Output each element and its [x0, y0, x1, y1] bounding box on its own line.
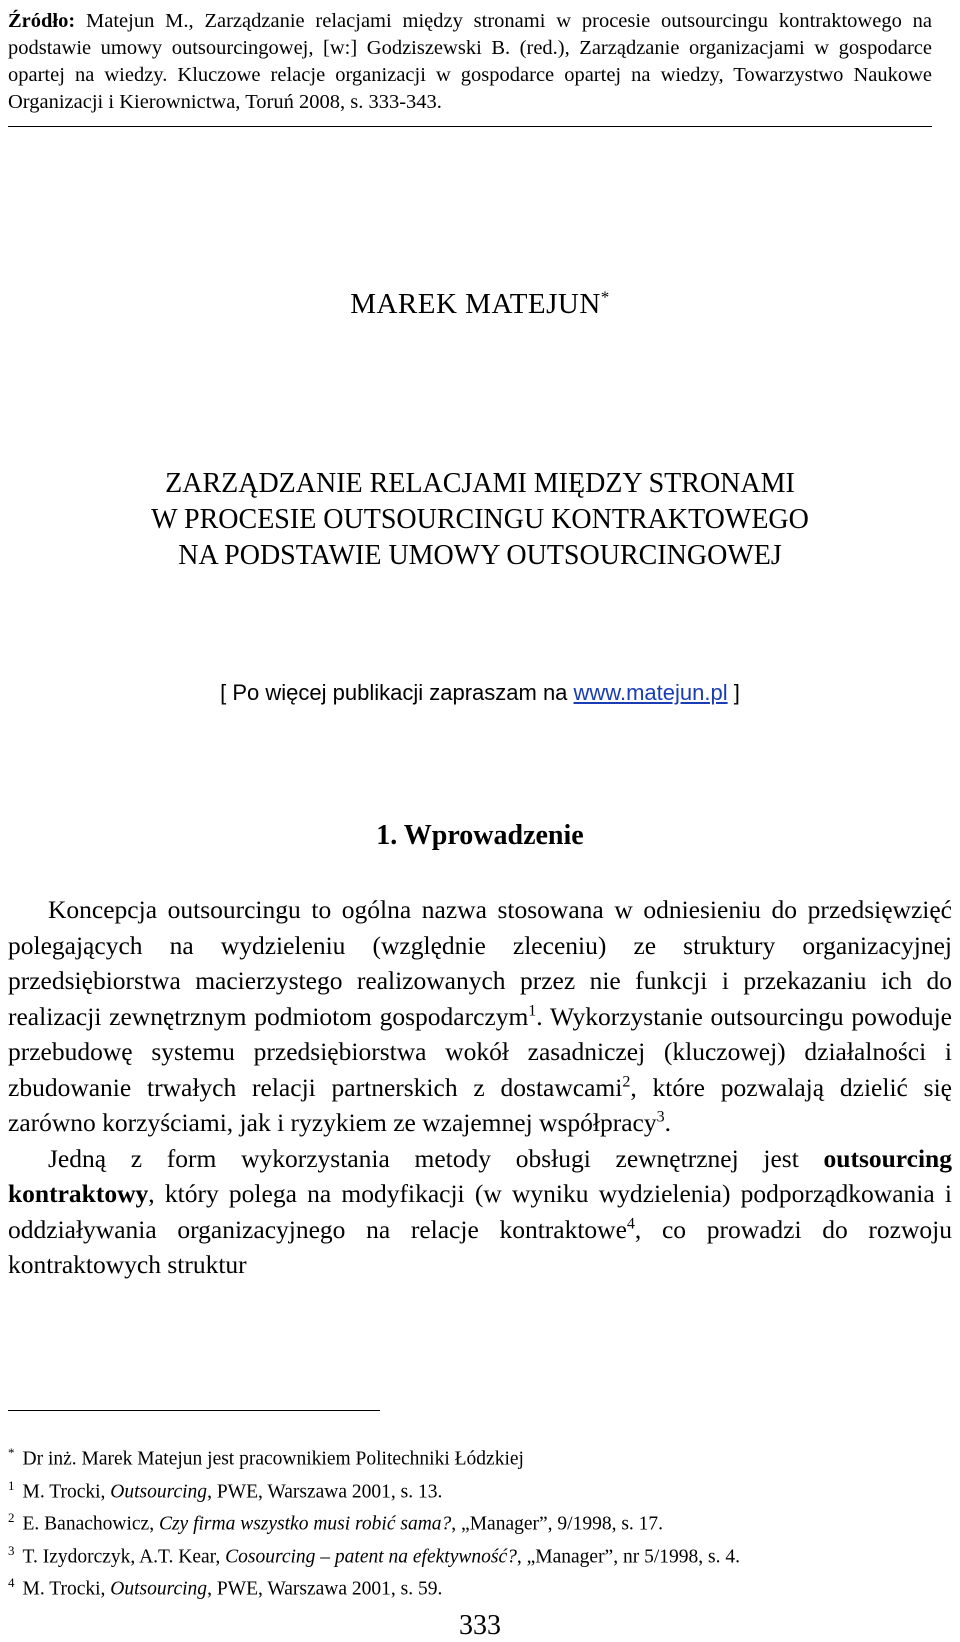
invitation-text-after: ]	[727, 680, 740, 705]
footnote-mark: 2	[8, 1510, 15, 1525]
paragraph-1	[8, 892, 952, 1141]
footnotes	[8, 1440, 952, 1603]
paragraph-2	[8, 1141, 952, 1283]
footnote-item	[8, 1538, 952, 1571]
source-text: Matejun M., Zarządzanie relacjami między stronami w procesie outsourcingu kontraktowego na podstawie umowy outsourcingowej, [w:] Godziszewski B. (red.), Zarządzanie organizacjami w gospodarce opartej na wiedzy. Kluczowe relacje organizacji w gospodarce opartej na wiedzy, Towarzystwo Naukowe Organizacji i Kierownictwa, Toruń 2008, s. 333-343.	[8, 10, 932, 113]
article-title	[0, 466, 960, 574]
p2-text-b: , który polega na modyfikacji (w wyniku wydzielenia) podporządkowania i oddziaływania organizacyjnego na relacje kontraktowe	[8, 1179, 952, 1244]
footnote-text-post: , „Manager”, nr 5/1998, s. 4.	[516, 1546, 740, 1567]
author-footnote-mark: *	[600, 287, 610, 307]
footnote-ref-2: 2	[622, 1073, 631, 1090]
footnote-text-post: , „Manager”, 9/1998, s. 17.	[451, 1513, 664, 1535]
footnote-item	[8, 1505, 952, 1538]
footnote-item	[8, 1473, 952, 1506]
p1-text-a: Koncepcja outsourcingu to ogólna nazwa stosowana w odniesieniu do przedsięwzięć polegających na wydzieleniu (względnie zleceniu) ze struktury organizacyjnej przedsiębiorstwa macierzystego realizowanych przez nie funkcji i przekazaniu ich do realizacji zewnętrznym podmiotom gospodarczym	[8, 895, 952, 1031]
footnote-mark: *	[8, 1445, 15, 1460]
body-text	[8, 892, 952, 1283]
title-line-3: NA PODSTAWIE UMOWY OUTSOURCINGOWEJ	[178, 540, 782, 571]
p1-text-c: , które pozwalają dzielić się zarówno korzyściami, jak i ryzykiem ze wzajemnej współpracy	[8, 1072, 952, 1137]
p2-text-c: , co prowadzi do rozwoju kontraktowych struktur	[8, 1214, 952, 1279]
footnote-separator	[8, 1410, 380, 1411]
p1-text-b: . Wykorzystanie outsourcingu powoduje przebudowę systemu przedsiębiorstwa wokół zasadniczej (kluczowej) działalności i zbudowanie trwałych relacji partnerskich z dostawcami	[8, 1001, 952, 1102]
footnote-item	[8, 1440, 952, 1473]
footnote-text: E. Banachowicz,	[22, 1513, 159, 1535]
footnote-mark: 3	[8, 1542, 15, 1558]
footnote-ref-1: 1	[528, 1002, 537, 1019]
footnote-text: Dr inż. Marek Matejun jest pracownikiem Politechniki Łódzkiej	[22, 1448, 524, 1470]
footnote-ref-3: 3	[656, 1108, 665, 1126]
p2-text-a: Jedną z form wykorzystania metody obsługi zewnętrznej jest	[48, 1143, 824, 1173]
footnote-mark: 4	[8, 1575, 15, 1590]
website-link[interactable]: www.matejun.pl	[573, 680, 728, 705]
footnote-ref-4: 4	[626, 1215, 635, 1232]
invitation-line	[0, 680, 960, 706]
author-name-block	[0, 288, 960, 321]
footnote-text-post: , PWE, Warszawa 2001, s. 13.	[207, 1481, 443, 1502]
source-label: Źródło:	[8, 10, 76, 32]
p2-bold-term: outsourcing kontraktowy	[8, 1143, 952, 1208]
invitation-text-before: [ Po więcej publikacji zapraszam na	[220, 680, 574, 705]
footnote-text: M. Trocki,	[22, 1578, 111, 1600]
title-line-1: ZARZĄDZANIE RELACJAMI MIĘDZY STRONAMI	[165, 468, 795, 499]
footnote-italic-title: Cosourcing – patent na efektywność?	[225, 1546, 517, 1567]
source-citation	[8, 8, 932, 127]
author-name: MAREK MATEJUN	[350, 288, 601, 320]
footnote-italic-title: Outsourcing	[110, 1578, 208, 1600]
footnote-italic-title: Czy firma wszystko musi robić sama?	[158, 1513, 452, 1535]
footnote-text-post: , PWE, Warszawa 2001, s. 59.	[207, 1578, 443, 1600]
title-line-2: W PROCESIE OUTSOURCINGU KONTRAKTOWEGO	[151, 504, 809, 535]
section-heading: 1. Wprowadzenie	[376, 820, 584, 851]
footnote-mark: 1	[8, 1477, 15, 1493]
page-number: 333	[459, 1610, 501, 1641]
footnote-italic-title: Outsourcing	[110, 1481, 208, 1502]
footnote-text: T. Izydorczyk, A.T. Kear,	[22, 1546, 226, 1567]
footnote-text: M. Trocki,	[22, 1481, 111, 1502]
p1-text-d: .	[664, 1108, 671, 1137]
footnote-item	[8, 1570, 952, 1603]
